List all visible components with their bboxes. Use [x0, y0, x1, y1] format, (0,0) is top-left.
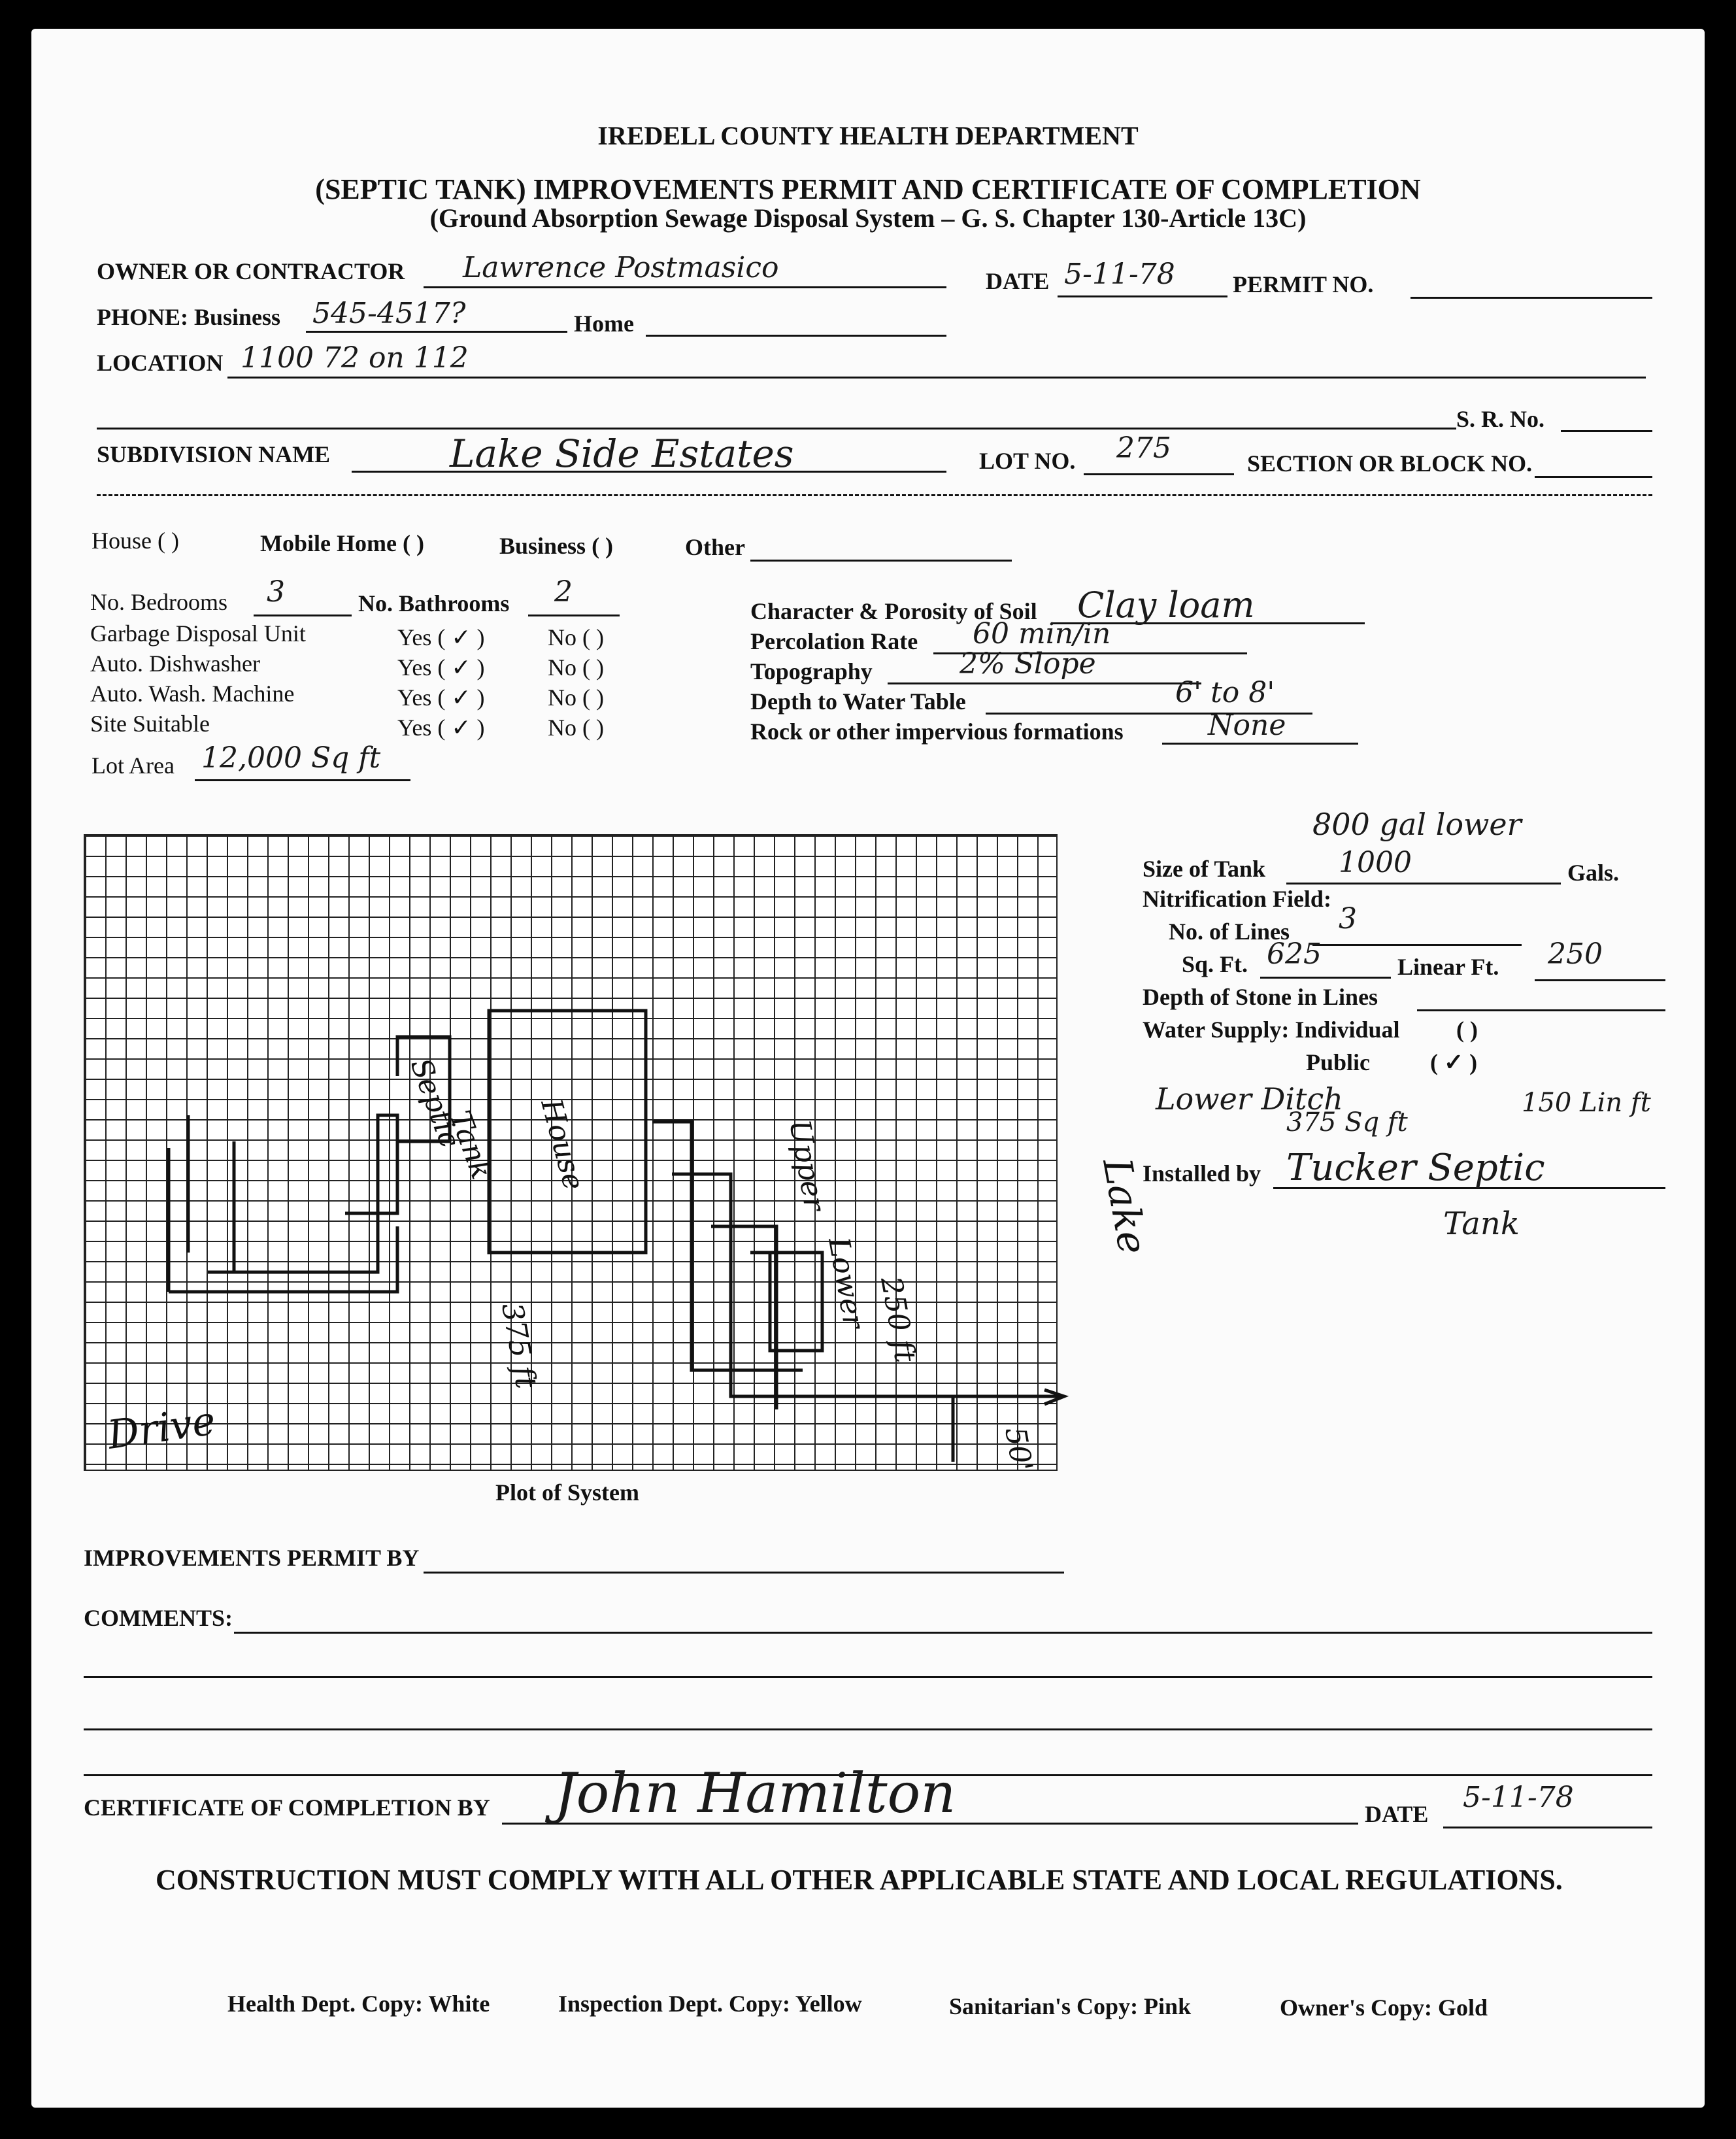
- lot-no-value: 275: [1116, 431, 1171, 465]
- copy-health: Health Dept. Copy: White: [227, 1991, 490, 2017]
- certificate-signature: John Hamilton: [554, 1761, 956, 1825]
- check-no-3: No ( ): [548, 684, 604, 711]
- phone-business-label: PHONE: Business: [97, 304, 281, 330]
- lines-label: No. of Lines: [1169, 918, 1290, 945]
- lower-note-a: Lower Ditch: [1156, 1081, 1343, 1117]
- plot-label-drive: Drive: [105, 1398, 218, 1458]
- perc-label: Percolation Rate: [750, 628, 918, 654]
- location-value: 1100 72 on 112: [241, 341, 469, 375]
- installed-by-label: Installed by: [1143, 1160, 1261, 1187]
- check-no-4: No ( ): [548, 715, 604, 741]
- certificate-date-label: DATE: [1365, 1801, 1429, 1827]
- lot-area-label: Lot Area: [92, 752, 175, 779]
- type-house: House ( ): [92, 528, 179, 554]
- phone-home-label: Home: [574, 311, 634, 337]
- date-value: 5-11-78: [1064, 258, 1175, 291]
- rock-label: Rock or other impervious formations: [750, 718, 1124, 745]
- date-label: DATE: [986, 268, 1050, 294]
- owner-label: OWNER OR CONTRACTOR: [97, 258, 405, 284]
- subdivision-label: SUBDIVISION NAME: [97, 441, 331, 467]
- copy-owner: Owner's Copy: Gold: [1280, 1995, 1488, 2021]
- type-other: Other: [685, 534, 745, 560]
- check-yes-4: Yes ( ✓ ): [397, 715, 485, 741]
- stone-depth-label: Depth of Stone in Lines: [1143, 984, 1378, 1010]
- type-business: Business ( ): [499, 533, 614, 559]
- check-label-2: Auto. Dishwasher: [90, 650, 260, 677]
- type-mobile-home: Mobile Home ( ): [260, 530, 424, 556]
- check-yes-1: Yes ( ✓ ): [397, 624, 485, 650]
- nitrification-label: Nitrification Field:: [1143, 886, 1331, 912]
- water-public: ( ✓ ): [1430, 1049, 1478, 1075]
- regulation-notice: CONSTRUCTION MUST COMPLY WITH ALL OTHER APPLICABLE STATE AND LOCAL REGULATIONS.: [156, 1864, 1563, 1896]
- copy-sanitarian: Sanitarian's Copy: Pink: [949, 1993, 1192, 2019]
- plot-label-septic: Septic: [403, 1054, 467, 1153]
- water-supply-label: Water Supply: Individual: [1143, 1017, 1400, 1043]
- linear-value: 250: [1548, 937, 1603, 971]
- water-individual: ( ): [1456, 1017, 1478, 1043]
- check-no-2: No ( ): [548, 654, 604, 681]
- bedrooms-label: No. Bedrooms: [90, 589, 227, 615]
- plot-label-lower: Lower: [822, 1235, 871, 1332]
- comments-label: COMMENTS:: [84, 1605, 233, 1631]
- check-no-1: No ( ): [548, 624, 604, 650]
- plot-label-ft1: 375 ft: [495, 1300, 543, 1391]
- soil-label: Character & Porosity of Soil: [750, 598, 1037, 624]
- form-title: (SEPTIC TANK) IMPROVEMENTS PERMIT AND CERTIFICATE OF COMPLETION: [315, 173, 1421, 205]
- check-yes-2: Yes ( ✓ ): [397, 654, 485, 681]
- tank-note: 800 gal lower: [1312, 807, 1522, 842]
- improvements-permit-label: IMPROVEMENTS PERMIT BY: [84, 1545, 420, 1571]
- bathrooms-value: 2: [554, 575, 573, 609]
- topography-label: Topography: [750, 658, 873, 684]
- water-table-value: 6' to 8': [1175, 676, 1275, 709]
- installed-by-value-2: Tank: [1443, 1205, 1520, 1242]
- rock-value: None: [1208, 709, 1286, 742]
- lines-value: 3: [1339, 902, 1357, 935]
- water-public-label: Public: [1306, 1049, 1371, 1075]
- sqft-value: 625: [1267, 937, 1322, 971]
- location-label: LOCATION: [97, 350, 224, 376]
- topography-value: 2% Slope: [960, 647, 1096, 681]
- check-label-3: Auto. Wash. Machine: [90, 681, 295, 707]
- tank-size-label: Size of Tank: [1143, 856, 1266, 882]
- permit-label: PERMIT NO.: [1233, 271, 1374, 297]
- department-title: IREDELL COUNTY HEALTH DEPARTMENT: [597, 121, 1139, 150]
- plot-caption: Plot of System: [495, 1479, 639, 1506]
- plot-label-house: House: [534, 1095, 591, 1194]
- lower-note-b: 375 Sq ft: [1286, 1107, 1408, 1137]
- check-label-1: Garbage Disposal Unit: [90, 620, 306, 647]
- plot-label-lake: Lake: [1093, 1154, 1156, 1258]
- check-label-4: Site Suitable: [90, 711, 210, 737]
- owner-value: Lawrence Postmasico: [463, 251, 779, 284]
- plot-label-small: 50': [998, 1424, 1039, 1474]
- phone-business-value: 545-4517?: [312, 297, 466, 330]
- plot-sketch: [84, 834, 1156, 1474]
- form-subtitle: (Ground Absorption Sewage Disposal System – G. S. Chapter 130-Article 13C): [429, 203, 1307, 233]
- linear-label: Linear Ft.: [1397, 954, 1499, 980]
- water-table-label: Depth to Water Table: [750, 688, 966, 715]
- lot-no-label: LOT NO.: [979, 448, 1076, 474]
- lower-note-c: 150 Lin ft: [1522, 1088, 1651, 1118]
- lot-area-value: 12,000 Sq ft: [201, 741, 381, 775]
- sqft-label: Sq. Ft.: [1182, 951, 1248, 977]
- sr-no-label: S. R. No.: [1456, 406, 1545, 432]
- tank-unit: Gals.: [1567, 860, 1620, 886]
- subdivision-value: Lake Side Estates: [450, 431, 794, 476]
- soil-value: Clay loam: [1077, 584, 1255, 626]
- check-yes-3: Yes ( ✓ ): [397, 684, 485, 711]
- section-label: SECTION OR BLOCK NO.: [1247, 450, 1533, 477]
- perc-value: 60 min/in: [973, 617, 1111, 650]
- plot-label-ft2: 250 ft: [874, 1274, 922, 1365]
- certificate-date-value: 5-11-78: [1463, 1781, 1574, 1814]
- permit-form: [31, 29, 1705, 2108]
- installed-by-value: Tucker Septic: [1286, 1147, 1545, 1189]
- plot-label-upper: Upper: [782, 1117, 831, 1214]
- certificate-label: CERTIFICATE OF COMPLETION BY: [84, 1794, 490, 1821]
- plot-label-tank: Tank: [442, 1106, 499, 1184]
- bedrooms-value: 3: [267, 575, 285, 609]
- tank-size-value: 1000: [1339, 846, 1412, 879]
- copy-inspection: Inspection Dept. Copy: Yellow: [558, 1991, 862, 2017]
- bathrooms-label: No. Bathrooms: [358, 590, 510, 616]
